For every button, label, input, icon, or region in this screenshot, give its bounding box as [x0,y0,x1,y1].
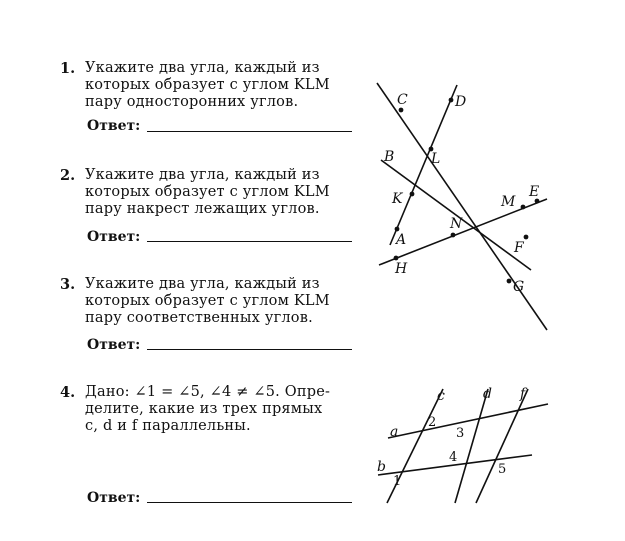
label-D: D [455,94,467,110]
figure-2 [378,389,548,503]
label-A: A [396,232,407,248]
task-text-line: которых образует с углом KLM [85,184,330,200]
task-text-line: которых образует с углом KLM [85,77,330,93]
task-text-line: Укажите два угла, каждый из [85,60,320,76]
angle-3: 3 [456,426,465,441]
label-f: f [520,386,526,402]
point-K [410,192,415,197]
label-c: c [437,388,445,404]
label-C: C [397,92,408,108]
angle-2: 2 [428,415,437,430]
label-H: H [395,261,408,277]
point-A [395,227,400,232]
task-text-line: пару накрест лежащих углов. [85,201,320,217]
angle-4: 4 [449,450,458,465]
label-M: M [501,194,516,210]
line-a [388,404,548,438]
task-number: 1. [60,60,76,77]
answer-label: Ответ: [87,118,141,134]
label-E: E [529,184,540,200]
task-text-line: c, d и f параллельны. [85,418,251,434]
task-text-line: делите, какие из трех прямых [85,401,323,417]
answer-label: Ответ: [87,229,141,245]
task-text-line: пару односторонних углов. [85,94,299,110]
point-D [449,98,454,103]
label-a: a [390,424,399,440]
answer-label: Ответ: [87,337,141,353]
figure-1-labels [383,92,539,295]
task-text-line: которых образует с углом KLM [85,293,330,309]
task-text-line: пару соответственных углов. [85,310,313,326]
point-C [399,108,404,113]
label-K: K [392,191,403,207]
label-G: G [513,279,525,295]
angle-5: 5 [498,462,507,477]
task-text-line: Дано: ∠1 = ∠5, ∠4 ≠ ∠5. Опре- [85,384,331,400]
angle-1: 1 [393,474,402,489]
task-number: 4. [60,384,76,401]
point-H [394,256,399,261]
task-text-line: Укажите два угла, каждый из [85,276,320,292]
label-N: N [450,216,463,232]
line-BF [381,160,531,270]
label-F: F [514,240,524,256]
task-number: 3. [60,276,76,293]
label-b: b [377,459,386,475]
task-number: 2. [60,167,76,184]
label-d: d [483,386,492,402]
point-F [524,235,529,240]
label-B: B [384,149,395,165]
point-G [507,279,512,284]
answer-label: Ответ: [87,490,141,506]
label-L: L [431,151,441,167]
task-text-line: Укажите два угла, каждый из [85,167,320,183]
point-M [521,205,526,210]
point-N [451,233,456,238]
